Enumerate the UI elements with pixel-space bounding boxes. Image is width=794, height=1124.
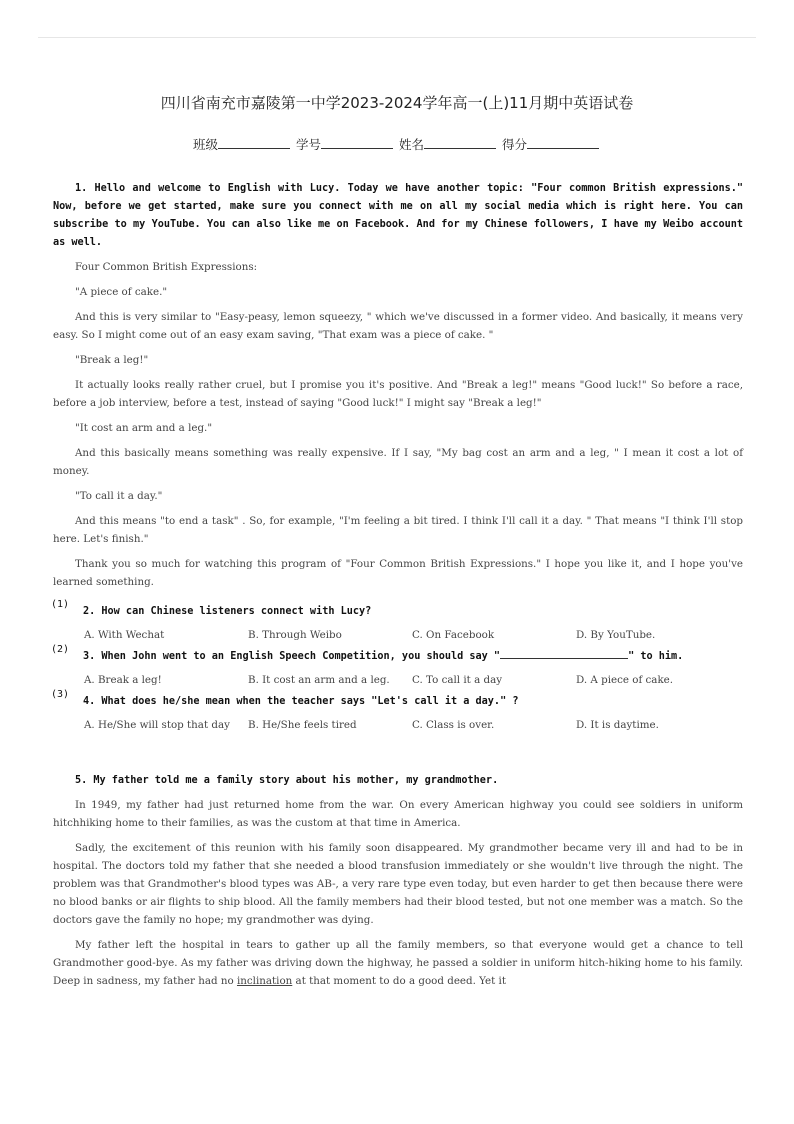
passage-paragraph: It actually looks really rather cruel, but I promise you it's positive. And "Break a leg!" means "Good luck!" So before a race, before a job interview, before a test, instead of saying "Good luck!" I might say "Break a leg!": [53, 379, 743, 409]
passage-text: My father left the hospital in tears to gather up all the family members, so that everyone would get a chance to tell Grandmother good-bye. As my father was driving down the highway, he passed a soldier in uniform hitch-hiking home to his family. Deep in sadness, my father had no: [53, 939, 743, 987]
options-row: [53, 717, 743, 734]
student-info-row: [0, 135, 794, 153]
option-c[interactable]: C. To call it a day: [412, 674, 503, 686]
stem-text-after: " to him.: [628, 651, 684, 662]
question-5-intro: 5. My father told me a family story about his mother, my grandmother.: [75, 775, 499, 786]
score-blank[interactable]: [527, 136, 599, 149]
question-5: [53, 772, 743, 990]
sub-question-number: (3): [51, 689, 70, 700]
passage-paragraph: "Break a leg!": [75, 354, 149, 366]
options-row: [53, 672, 743, 689]
passage-text: at that moment to do a good deed. Yet it: [292, 975, 506, 987]
sub-question-1: [51, 599, 743, 644]
stem-text-before: 3. When John went to an English Speech Competition, you should say ": [83, 651, 501, 662]
sub-question-stem: [53, 648, 743, 666]
class-label: 班级: [192, 137, 218, 152]
passage-paragraph: And this means "to end a task" . So, for example, "I'm feeling a bit tired. I think I'll call it a day. " That means "I think I'll stop here. Let's finish.": [53, 515, 743, 545]
sub-question-number: (2): [51, 644, 70, 655]
option-c[interactable]: C. Class is over.: [412, 719, 495, 731]
sub-question-stem: 4. What does he/she mean when the teacher says "Let's call it a day." ?: [83, 696, 519, 707]
passage-paragraph: In 1949, my father had just returned home from the war. On every American highway you could see soldiers in uniform hitchhiking home to their families, as was the custom at that time in America.: [53, 799, 743, 829]
name-label: 姓名: [398, 137, 424, 152]
underlined-word: inclination: [236, 975, 293, 987]
passage-paragraph: [53, 936, 743, 990]
sub-question-2: [51, 644, 743, 689]
option-d[interactable]: D. A piece of cake.: [576, 674, 674, 686]
passage-paragraph: Sadly, the excitement of this reunion with his family soon disappeared. My grandmother became very ill and had to be in hospital. The doctors told my father that she needed a blood transfusion immediately or she wouldn't live through the night. The problem was that Grandmother's blood types was AB-, a very rare type even today, but even harder to get then because there were no blood banks or air flights to ship blood. All the family members had their blood tested, but not one member was a match. So the doctors gave the family no hope; my grandmother was dying.: [53, 842, 743, 926]
options-row: [53, 627, 743, 644]
id-blank[interactable]: [321, 136, 393, 149]
passage-paragraph: And this is very similar to "Easy-peasy, lemon squeezy, " which we've discussed in a former video. And basically, it means very easy. So I might come out of an easy exam saving, "That exam was a piece of cake. ": [53, 311, 743, 341]
exam-content: [53, 180, 743, 997]
id-label: 学号: [295, 137, 321, 152]
top-divider: [38, 37, 756, 38]
passage-paragraph: "A piece of cake.": [75, 286, 168, 298]
answer-blank[interactable]: [500, 648, 628, 659]
score-label: 得分: [501, 137, 527, 152]
page-title: 四川省南充市嘉陵第一中学2023-2024学年高一(上)11月期中英语试卷: [160, 94, 634, 112]
option-b[interactable]: B. It cost an arm and a leg.: [248, 674, 390, 686]
option-c[interactable]: C. On Facebook: [412, 629, 495, 641]
passage-paragraph: And this basically means something was really expensive. If I say, "My bag cost an arm and a leg, " I mean it cost a lot of money.: [53, 447, 743, 477]
option-d[interactable]: D. It is daytime.: [576, 719, 659, 731]
option-d[interactable]: D. By YouTube.: [576, 629, 656, 641]
question-1: [53, 180, 743, 734]
section-gap: [53, 738, 743, 772]
passage-paragraph: "It cost an arm and a leg.": [75, 422, 213, 434]
option-a[interactable]: A. He/She will stop that day: [84, 719, 230, 731]
sub-question-number: (1): [51, 599, 70, 610]
name-blank[interactable]: [424, 136, 496, 149]
class-blank[interactable]: [218, 136, 290, 149]
option-b[interactable]: B. He/She feels tired: [248, 719, 357, 731]
sub-question-stem: 2. How can Chinese listeners connect with Lucy?: [83, 606, 372, 617]
sub-question-3: [51, 689, 743, 734]
option-a[interactable]: A. With Wechat: [84, 629, 165, 641]
question-1-intro: 1. Hello and welcome to English with Lucy. Today we have another topic: "Four common British expressions." Now, before we get started, make sure you connect with me on all my social media which is right here. You can subscribe to my YouTube. You can also like me on Facebook. And for my Chinese followers, I have my Weibo account as well.: [53, 183, 743, 248]
option-b[interactable]: B. Through Weibo: [248, 629, 342, 641]
passage-paragraph: Thank you so much for watching this program of "Four Common British Expressions." I hope you like it, and I hope you've learned something.: [53, 558, 743, 588]
passage-paragraph: Four Common British Expressions:: [75, 261, 258, 273]
option-a[interactable]: A. Break a leg!: [84, 674, 162, 686]
passage-paragraph: "To call it a day.": [75, 490, 163, 502]
